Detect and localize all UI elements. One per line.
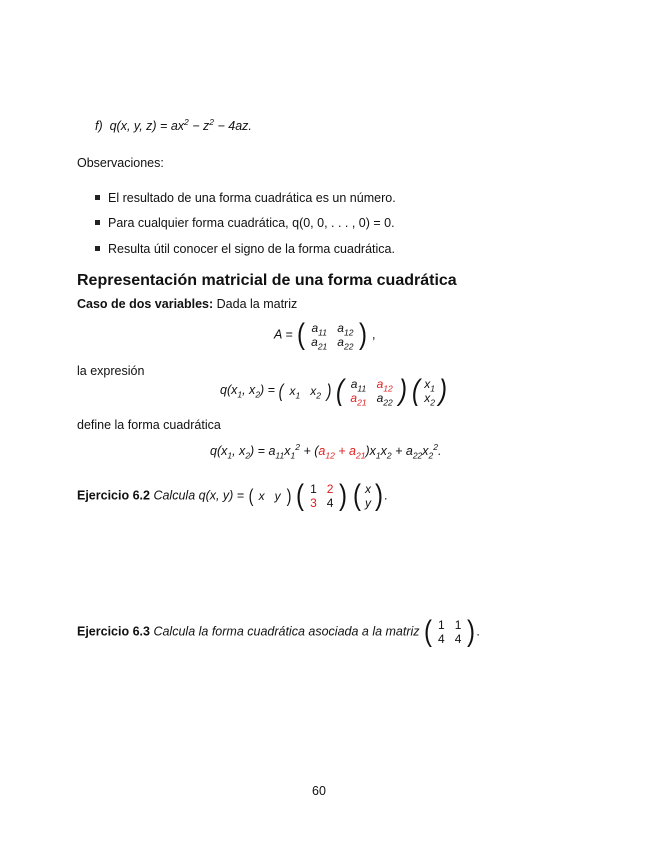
exercise-6-2-label: Ejercicio 6.2	[77, 488, 150, 503]
exercise-6-3-matrix: ( 1 1 4 4 )	[424, 615, 476, 648]
exercise-6-2-row-vector: ( x y )	[248, 486, 291, 506]
exercise-6-2: Ejercicio 6.2 Calcula q(x, y) = ( x y ) ( 1 2 3 4 ) ( x y ) .	[77, 479, 388, 512]
a21: $a_{21}$	[311, 335, 328, 352]
observaciones-title: Observaciones:	[77, 156, 164, 170]
observation-text-2: Para cualquier forma cuadrática, q(0, 0, . . . , 0) = 0.	[108, 216, 395, 230]
item-f-expr-pre: q(x, y, z) = ax	[109, 119, 185, 133]
matrix-a-lhs: A =	[274, 327, 293, 342]
a22: $a_{22}$	[337, 335, 354, 352]
item-f-expr-mid: − z	[188, 119, 210, 133]
exercise-6-3: Ejercicio 6.3 Calcula la forma cuadrática asociada a la matriz ( 1 1 4 4 ) .	[77, 615, 480, 648]
exercise-6-2-text: Calcula q(x, y) =	[153, 488, 245, 503]
bullet-icon	[95, 246, 100, 251]
bullet-icon	[95, 220, 100, 225]
column-vector: ( $x_1$ $x_2$ )	[412, 374, 447, 408]
a11: $a_{11}$	[311, 321, 327, 338]
matrix-a: ( $a_{11}$ $a_{12}$ $a_{21}$ $a_{22}$ )	[297, 318, 368, 352]
matrix-a-equation: A = ( $a_{11}$ $a_{12}$ $a_{21}$ $a_{22}$ ) ,	[274, 318, 376, 352]
exercise-6-3-label: Ejercicio 6.3	[77, 624, 150, 639]
observation-item-1	[95, 191, 396, 205]
bullet-icon	[95, 195, 100, 200]
exercise-6-3-text: Calcula la forma cuadrática asociada a la matriz	[153, 624, 420, 639]
caso-bold: Caso de dos variables:	[77, 297, 214, 311]
page-number: 60	[312, 784, 326, 798]
expanded-quadratic-form: $q(x_1$, $x_2) = a_{11}x_1^2 + (a_{12} + a_{21})x_1x_2 + a_{22}x_2^2$.	[210, 441, 442, 461]
row-vector: ( $x_1$ $x_2$ )	[279, 381, 332, 401]
define-text: define la forma cuadrática	[77, 418, 221, 432]
observation-text-1: El resultado de una forma cuadrática es un número.	[108, 191, 396, 205]
caso-line	[77, 297, 297, 311]
section-heading: Representación matricial de una forma cuadrática	[77, 272, 457, 289]
observation-text-3: Resulta útil conocer el signo de la forma cuadrática.	[108, 242, 395, 256]
item-f-sup2: 2	[209, 116, 215, 127]
coefficient-matrix: ( $a_{11}$ $a_{12}$ $a_{21}$ $a_{22}$ )	[336, 374, 407, 408]
observation-item-2	[95, 216, 395, 230]
observation-item-3	[95, 242, 395, 256]
item-f-label: f)	[95, 119, 103, 133]
exercise-6-2-matrix: ( 1 2 3 4 )	[296, 479, 348, 512]
item-f-expr-post: − 4az.	[214, 119, 252, 133]
caso-text: Dada la matriz	[213, 297, 298, 311]
a12: $a_{12}$	[337, 321, 354, 338]
item-f-sup1: 2	[184, 116, 189, 127]
item-f	[95, 116, 252, 133]
la-expresion: la expresión	[77, 364, 145, 378]
exercise-6-2-col-vector: ( x y )	[352, 479, 383, 512]
quadratic-matrix-form: $q(x_1$, $x_2$) = ( $x_1$ $x_2$ ) ( $a_{11}$ $a_{12}$ $a_{21}$ $a_{22}$ ) ( $x_1$ $x_2$ )	[220, 374, 447, 408]
